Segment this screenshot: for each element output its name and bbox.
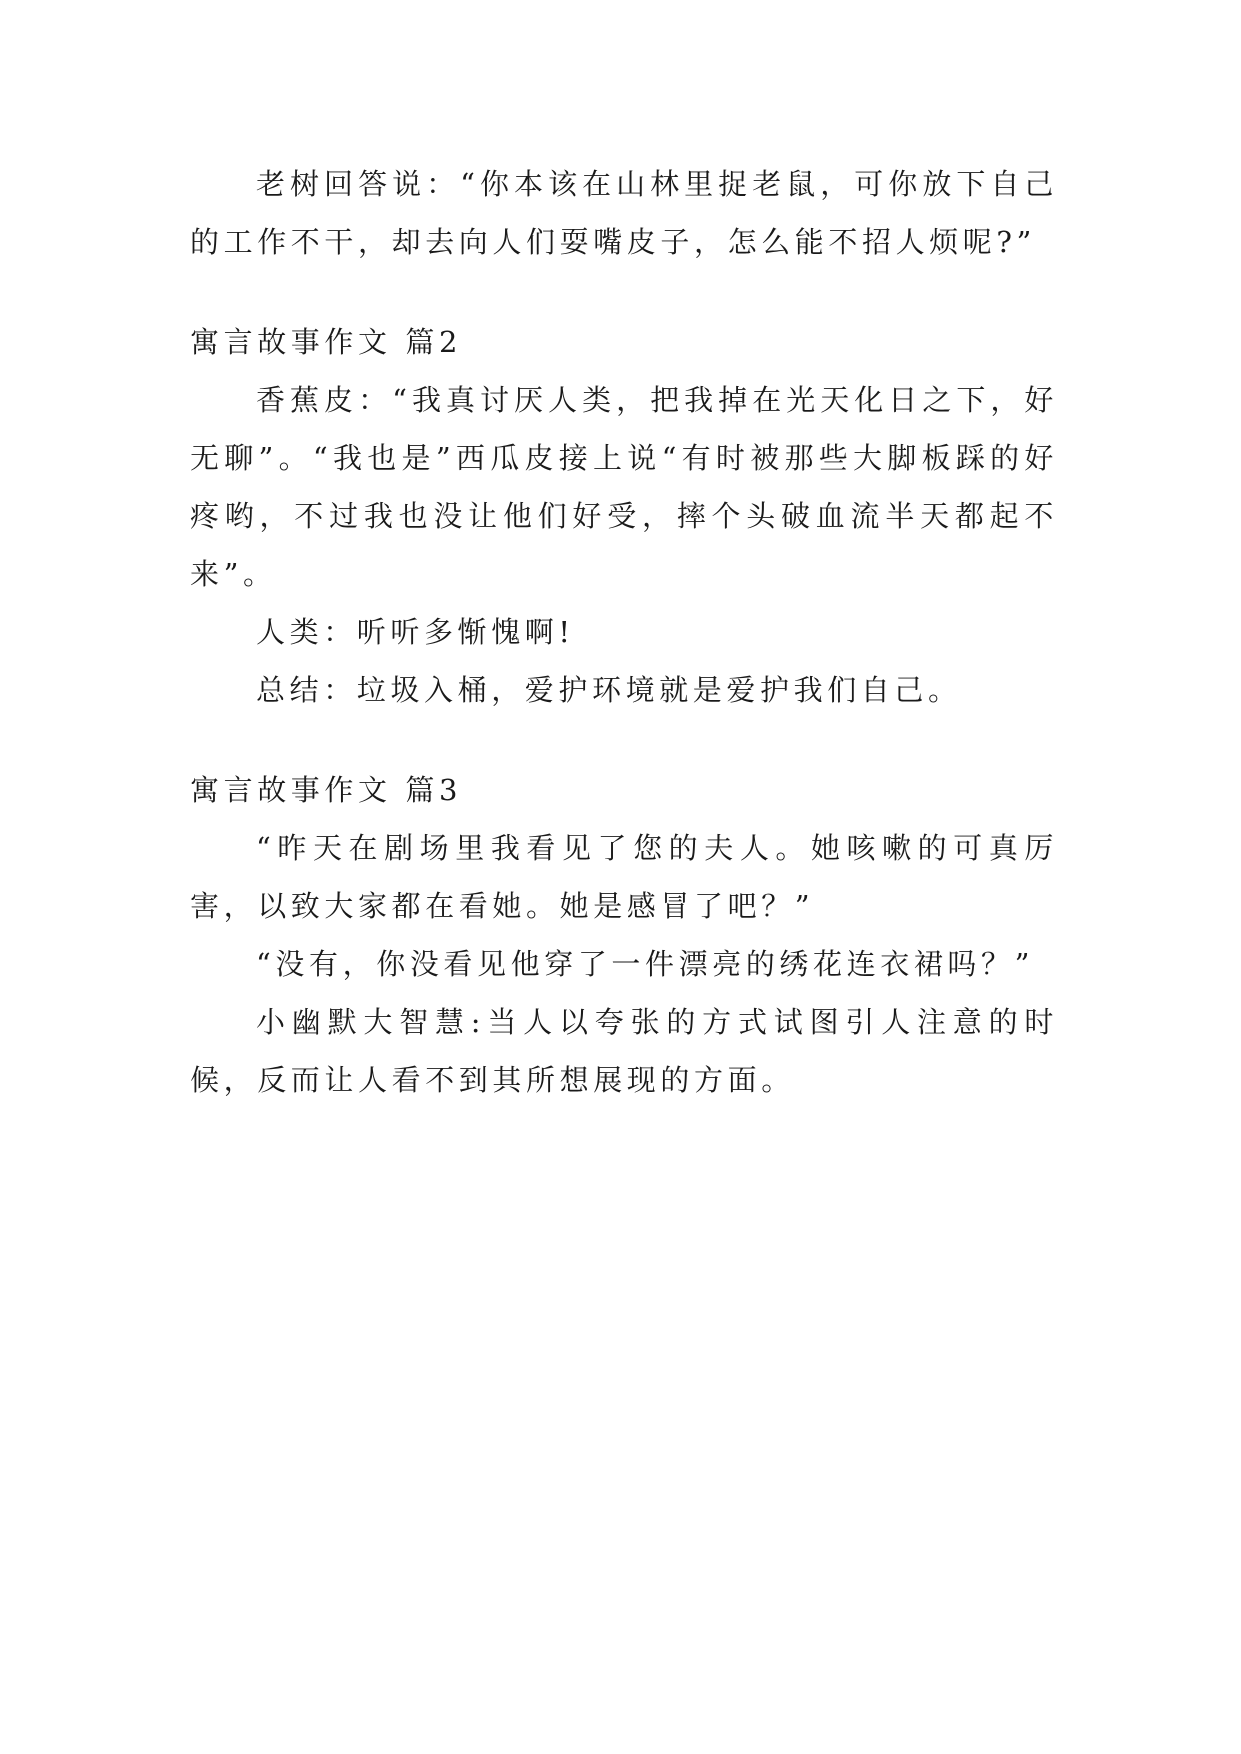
paragraph-summary: 总结：垃圾入桶，爱护环境就是爱护我们自己。 — [256, 673, 962, 707]
paragraph-theater: “昨天在剧场里我看见了您的夫人。她咳嗽的可真厉害，以致大家都在看她。她是感冒了吧？” — [190, 831, 1058, 923]
document-body — [190, 155, 1058, 1109]
paragraph-banana-peel: 香蕉皮：“我真讨厌人类，把我掉在光天化日之下，好无聊”。“我也是”西瓜皮接上说“有时被那些大脚板踩的好疼哟，不过我也没让他们好受，摔个头破血流半天都起不来”。 — [190, 383, 1058, 591]
paragraph-old-tree-answer: 老树回答说：“你本该在山林里捉老鼠，可你放下自己的工作不干，却去向人们耍嘴皮子，怎么能不招人烦呢?” — [190, 167, 1058, 259]
section-heading-2: 寓言故事作文 篇2 — [190, 325, 463, 359]
paragraph-dress: “没有，你没看见他穿了一件漂亮的绣花连衣裙吗？” — [256, 947, 1035, 981]
paragraph-wisdom: 小幽默大智慧:当人以夸张的方式试图引人注意的时候，反而让人看不到其所想展现的方面。 — [190, 1005, 1058, 1097]
paragraph-humans: 人类：听听多惭愧啊! — [256, 615, 575, 649]
section-heading-3: 寓言故事作文 篇3 — [190, 773, 463, 807]
